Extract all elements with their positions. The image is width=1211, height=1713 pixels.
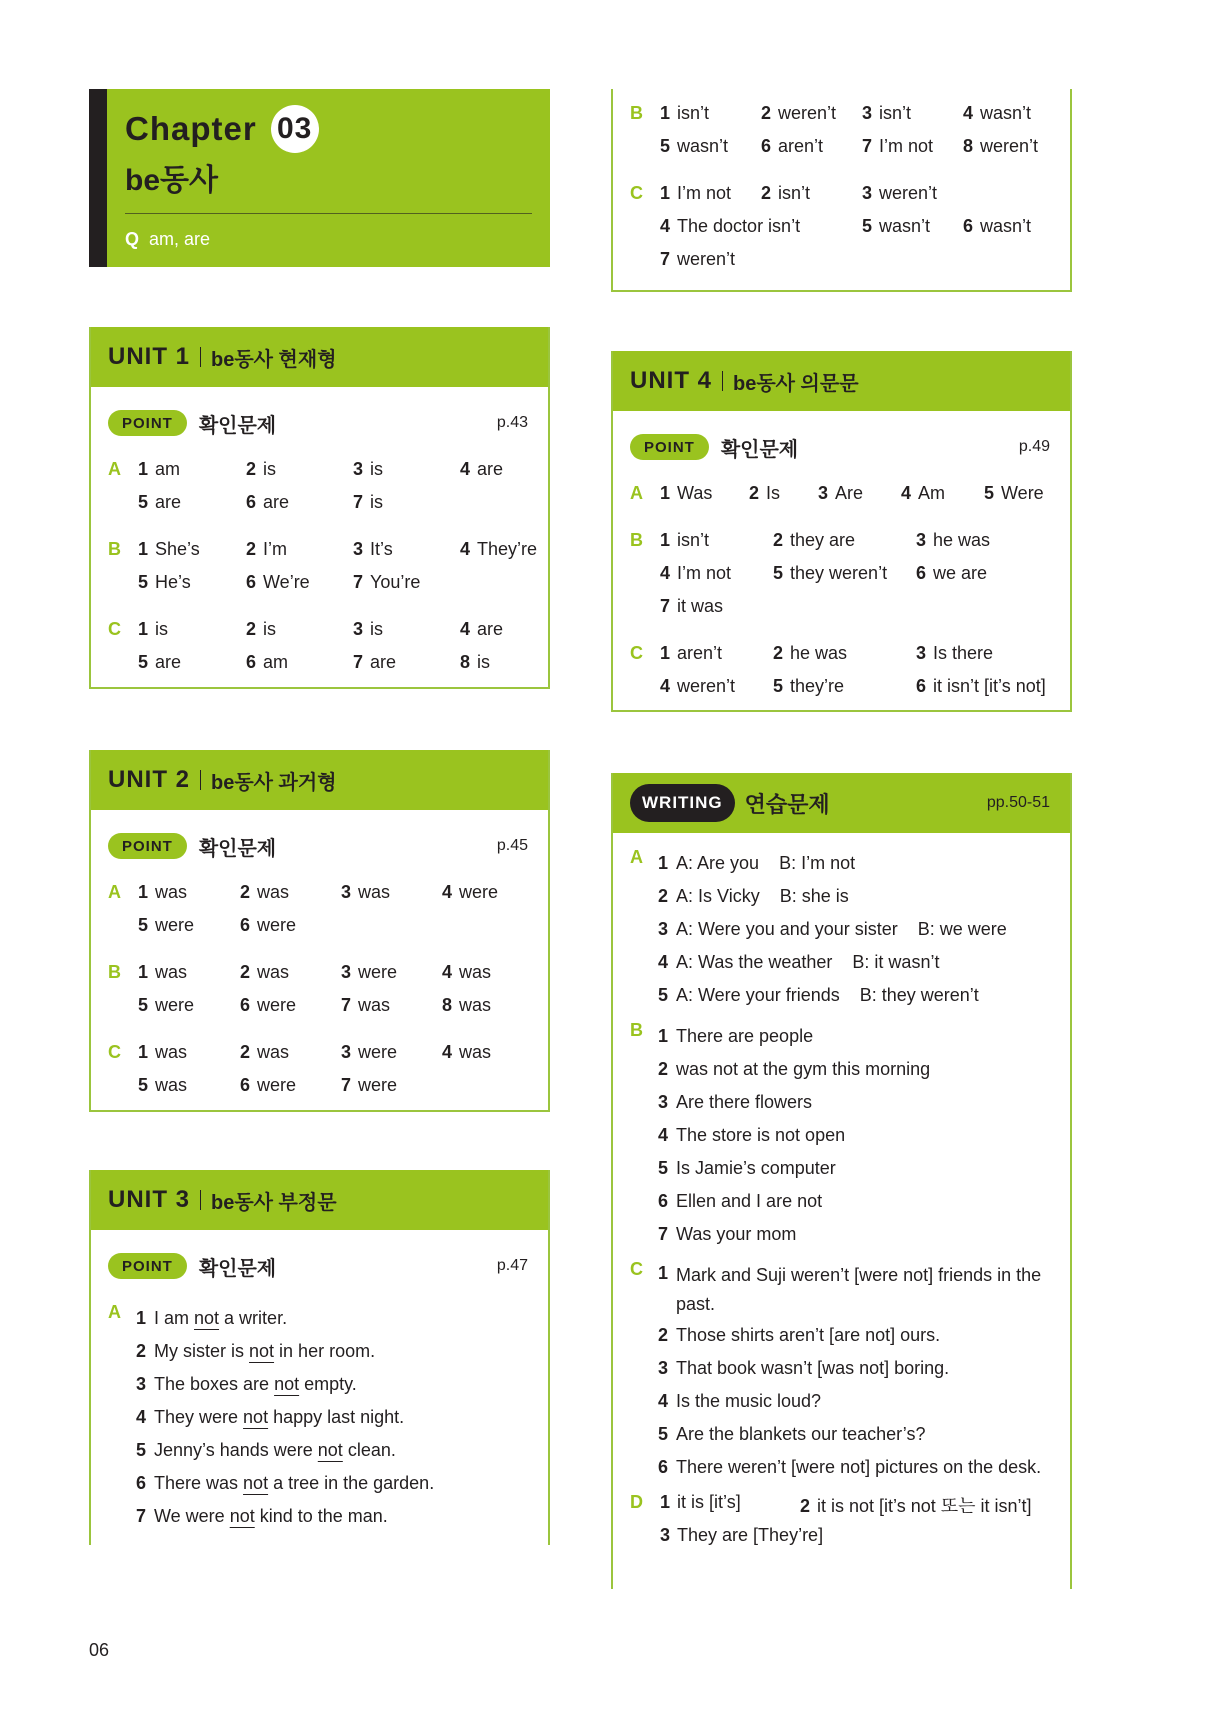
answer: 2 I’m (246, 539, 288, 559)
answer: 1 aren’t (660, 643, 723, 663)
answer: 3 is (353, 459, 384, 479)
answer: 6 were (240, 995, 297, 1015)
point-badge: POINT (108, 833, 187, 859)
answer: 6 wasn’t (963, 216, 1032, 236)
answer: 4 was (442, 1042, 492, 1062)
continued-box (611, 89, 1072, 292)
point-row (613, 425, 1070, 469)
chapter-subtitle: be동사 (125, 164, 218, 197)
chapter-title: Chapter 03 (125, 105, 319, 153)
chapter-question: Q am, are (125, 229, 211, 249)
answer: 5 are (138, 652, 182, 672)
answer: 1 was (138, 962, 188, 982)
answer: 4 Am (901, 483, 946, 503)
answer: 1 isn’t (660, 530, 710, 550)
answer: 3 were (341, 1042, 398, 1062)
writing-header (613, 773, 1070, 833)
section-a: A 1 Was 2 Is 3 Are 4 Am 5 Were (630, 483, 1044, 503)
answer: 1 She’s (138, 539, 200, 559)
point-title: 확인문제 (198, 414, 277, 437)
section-c: C 1 I’m not 2 isn’t 3 weren’t 4 The doctor isn’t 5 wasn’t 6 wasn’t 7 weren’t (630, 183, 1032, 269)
answer: 1 I’m not (660, 183, 732, 203)
answer: 7 I’m not (862, 136, 934, 156)
answer-line: 4 The store is not open (658, 1125, 846, 1145)
section-c: C 1 is 2 is 3 is 4 are 5 are 6 am 7 are 8 is (108, 619, 504, 672)
point-badge: POINT (630, 434, 709, 460)
answer: 5 wasn’t (862, 216, 931, 236)
answer-line: 3 A: Were you and your sister B: we were (658, 919, 1007, 939)
section-c: C 1 aren’t 2 he was 3 Is there 4 weren’t 5 they’re 6 it isn’t [it’s not] (630, 643, 1046, 696)
answer: 6 were (240, 915, 297, 935)
unit1-header (91, 327, 548, 387)
answer: 8 is (460, 652, 491, 672)
answer-line: 4 They were not happy last night. (136, 1407, 405, 1427)
answer: 3 was (341, 882, 391, 902)
answer: 3 It’s (353, 539, 393, 559)
answer: 3 Is there (916, 643, 994, 663)
answer: 3 is (353, 619, 384, 639)
unit-label: UNIT 2 (108, 766, 191, 793)
answer: 2 he was (773, 643, 848, 663)
unit3-box (89, 1170, 550, 1545)
answer-line: 6 There weren’t [were not] pictures on the desk. (658, 1457, 1042, 1477)
answer: 6 are (246, 492, 290, 512)
answer: 8 weren’t (963, 136, 1039, 156)
writing-badge: WRITING (630, 784, 735, 822)
answer: 4 weren’t (660, 676, 736, 696)
answer: 2 is (246, 619, 277, 639)
section-c: C 1 Mark and Suji weren’t [were not] friends in the past. 2 Those shirts aren’t [are not] ours. 3 That book wasn’t [was not] boring. 4 Is the music loud? 5 Are the blankets our teacher’s? 6 There weren’t [were not] pictures on the desk. (613, 1259, 1070, 1484)
answer-line: 1 There are people (658, 1026, 814, 1046)
section-b: B 1 There are people 2 was not at the gym this morning 3 Are there flowers 4 The store is not open 5 Is Jamie’s computer 6 Ellen and I are not 7 Was your mom (613, 1020, 1070, 1251)
point-badge: POINT (108, 1253, 187, 1279)
answer-line: 3 That book wasn’t [was not] boring. (658, 1358, 950, 1378)
point-title: 확인문제 (720, 438, 799, 461)
answer: 8 was (442, 995, 492, 1015)
unit-title: be동사 현재형 (211, 348, 337, 371)
answer: 1 Was (660, 483, 713, 503)
unit-title: be동사 과거형 (211, 771, 337, 794)
answer-line: 5 Jenny’s hands were not clean. (136, 1440, 396, 1460)
unit4-header (613, 351, 1070, 411)
writing-box (611, 773, 1072, 1589)
answer: 2 isn’t (761, 183, 811, 203)
answer: 3 isn’t (862, 103, 912, 123)
answer: 5 they weren’t (773, 563, 888, 583)
answer: 2 was (240, 1042, 290, 1062)
point-row (91, 824, 548, 868)
section-d: D 1 it is [it’s] 2 it is not [it’s not 또는 it isn’t] 3 They are [They’re] (630, 1492, 1032, 1545)
divider (125, 213, 532, 214)
answer: 4 were (442, 882, 499, 902)
answer: 7 was (341, 995, 391, 1015)
page-ref: p.49 (1018, 438, 1050, 455)
answer: 1 isn’t (660, 103, 710, 123)
answer: 1 it is [it’s] (660, 1492, 741, 1512)
answer: 2 Is (749, 483, 781, 503)
section-a: A 1 am 2 is 3 is 4 are 5 are 6 are 7 is (108, 459, 504, 512)
point-badge: POINT (108, 410, 187, 436)
answer: 4 are (460, 619, 504, 639)
answer: 5 were (138, 995, 195, 1015)
writing-title: 연습문제 (744, 791, 830, 817)
answer: 3 They are [They’re] (660, 1525, 824, 1545)
answer-line: 1 Mark and Suji weren’t [were not] friends in the past. (658, 1263, 1042, 1314)
unit2-header (91, 750, 548, 810)
unit-label: UNIT 4 (630, 367, 713, 394)
section-a: A 1 A: Are you B: I’m not 2 A: Is Vicky B: she is 3 A: Were you and your sister B: we were 4 A: Was the weather B: it wasn’t 5 A: Were your friends B: they weren’t (613, 847, 1070, 1012)
section-a: A 1 was 2 was 3 was 4 were 5 were 6 were (108, 882, 499, 935)
answer: 3 he was (916, 530, 991, 550)
chapter-number: 03 (271, 105, 319, 153)
answer: 1 am (138, 459, 181, 479)
answer-line: 2 Those shirts aren’t [are not] ours. (658, 1325, 941, 1345)
answer-line: 1 I am not a writer. (136, 1308, 288, 1328)
answer: 6 We’re (246, 572, 310, 592)
answer: 2 it is not [it’s not 또는 it isn’t] (800, 1496, 1032, 1516)
page-ref: pp.50-51 (986, 794, 1050, 811)
answer: 4 I’m not (660, 563, 732, 583)
answer: 7 You’re (353, 572, 421, 592)
unit4-box (611, 351, 1072, 712)
answer: 7 it was (660, 596, 724, 616)
unit-title: be동사 부정문 (211, 1191, 337, 1214)
answer-line: 5 A: Were your friends B: they weren’t (658, 985, 979, 1005)
answer-line: 2 My sister is not in her room. (136, 1341, 376, 1361)
section-c: C 1 was 2 was 3 were 4 was 5 was 6 were 7 were (108, 1042, 492, 1095)
unit1-box (89, 327, 550, 689)
answer: 4 wasn’t (963, 103, 1032, 123)
answer: 7 were (341, 1075, 398, 1095)
page-ref: p.43 (496, 414, 528, 431)
answer: 5 was (138, 1075, 188, 1095)
answer-line: 3 The boxes are not empty. (136, 1374, 357, 1394)
answer: 1 is (138, 619, 169, 639)
answer: 3 weren’t (862, 183, 938, 203)
answer-line: 7 Was your mom (658, 1224, 797, 1244)
answer-line: 3 Are there flowers (658, 1092, 813, 1112)
answer: 5 are (138, 492, 182, 512)
answer: 6 am (246, 652, 289, 672)
section-b: B 1 was 2 was 3 were 4 was 5 were 6 were 7 was 8 was (108, 962, 492, 1015)
answer: 3 were (341, 962, 398, 982)
answer: 4 They’re (460, 539, 538, 559)
unit2-box (89, 750, 550, 1112)
section-b: B 1 isn’t 2 weren’t 3 isn’t 4 wasn’t 5 wasn’t 6 aren’t 7 I’m not 8 weren’t (630, 103, 1039, 156)
answer: 6 aren’t (761, 136, 824, 156)
section-a: A 1 I am not a writer. 2 My sister is not in her room. 3 The boxes are not empty. 4 They were not happy last night. 5 Jenny’s hands were not clean. 6 There was not a tree in the garden. 7 We were not kind to the man. (91, 1302, 548, 1533)
answer-line: 6 Ellen and I are not (658, 1191, 823, 1211)
answer: 7 are (353, 652, 397, 672)
answer: 2 was (240, 962, 290, 982)
answer: 2 they are (773, 530, 856, 550)
section-b: B 1 She’s 2 I’m 3 It’s 4 They’re 5 He’s 6 We’re 7 You’re (108, 539, 538, 592)
page-number: 06 (89, 1640, 110, 1660)
answer: 2 weren’t (761, 103, 837, 123)
point-title: 확인문제 (198, 1257, 277, 1280)
answer: 5 He’s (138, 572, 191, 592)
unit-title: be동사 의문문 (733, 372, 859, 395)
answer: 7 is (353, 492, 384, 512)
point-row (91, 1244, 548, 1288)
unit-label: UNIT 1 (108, 343, 191, 370)
answer: 3 Are (818, 483, 864, 503)
answer: 4 was (442, 962, 492, 982)
answer: 2 was (240, 882, 290, 902)
answer: 6 we are (916, 563, 988, 583)
answer: 5 wasn’t (660, 136, 729, 156)
answer: 7 weren’t (660, 249, 736, 269)
answer: 6 it isn’t [it’s not] (916, 676, 1046, 696)
unit3-header (91, 1170, 548, 1230)
answer: 6 were (240, 1075, 297, 1095)
answer: 1 was (138, 882, 188, 902)
answer-line: 5 Are the blankets our teacher’s? (658, 1424, 926, 1444)
chapter-header (89, 89, 550, 267)
answer: 5 Were (984, 483, 1044, 503)
section-b: B 1 isn’t 2 they are 3 he was 4 I’m not 5 they weren’t 6 we are 7 it was (630, 530, 991, 616)
answer-line: 7 We were not kind to the man. (136, 1506, 388, 1526)
answer: 4 are (460, 459, 504, 479)
page-ref: p.45 (496, 837, 528, 854)
point-title: 확인문제 (198, 837, 277, 860)
unit-label: UNIT 3 (108, 1186, 191, 1213)
answer: 1 was (138, 1042, 188, 1062)
answer: 5 were (138, 915, 195, 935)
answer-line: 2 A: Is Vicky B: she is (658, 886, 849, 906)
answer-line: 4 A: Was the weather B: it wasn’t (658, 952, 940, 972)
answer-line: 1 A: Are you B: I’m not (658, 853, 856, 873)
answer-line: 5 Is Jamie’s computer (658, 1158, 836, 1178)
point-row (91, 401, 548, 445)
answer: 5 they’re (773, 676, 845, 696)
answer-line: 2 was not at the gym this morning (658, 1059, 931, 1079)
page-ref: p.47 (496, 1257, 528, 1274)
answer-line: 4 Is the music loud? (658, 1391, 822, 1411)
answer-line: 6 There was not a tree in the garden. (136, 1473, 435, 1493)
answer: 2 is (246, 459, 277, 479)
answer: 4 The doctor isn’t (660, 216, 801, 236)
